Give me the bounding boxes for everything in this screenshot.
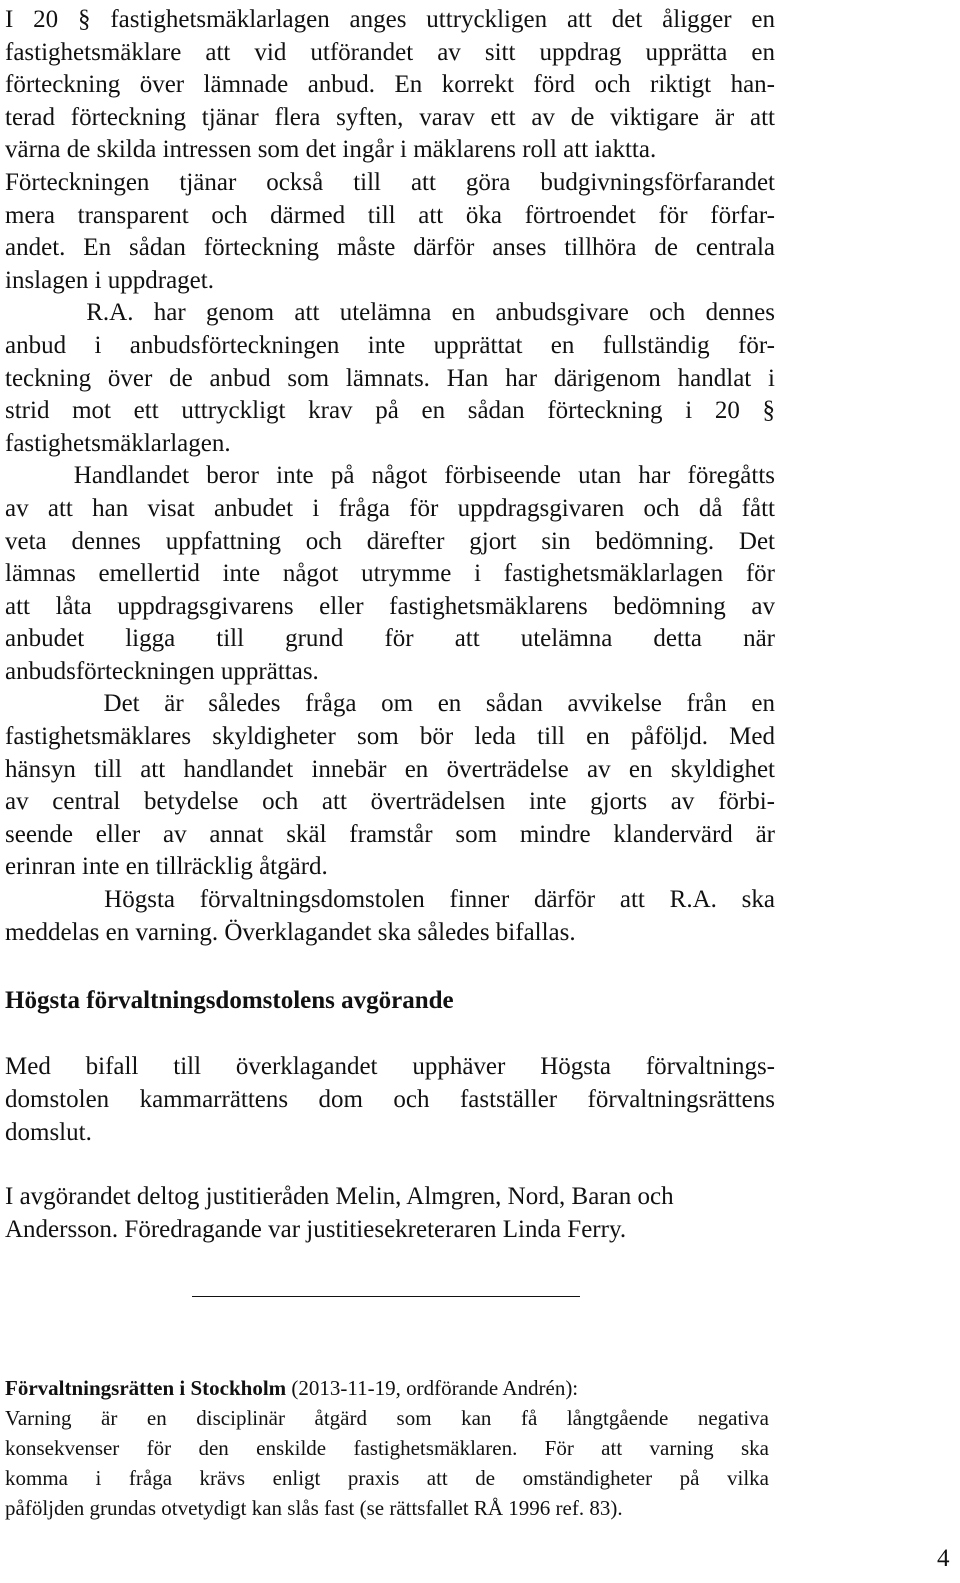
text-line: I 20 § fastighetsmäklarlagen anges uttryckligen att det åligger en [5, 6, 775, 33]
page-number: 4 [937, 1545, 950, 1572]
lower-court-name: Förvaltningsrätten i Stockholm [5, 1376, 287, 1400]
text-line: påföljden grundas otvetydigt kan slås fast (se rättsfallet RÅ 1996 ref. 83). [5, 1496, 623, 1520]
text-line: Varning är en disciplinär åtgärd som kan få långtgående negativa [5, 1406, 769, 1430]
text-line: domslut. [5, 1119, 92, 1146]
text-line: av central betydelse och att överträdelsen inte gjorts av förbi- [5, 788, 775, 816]
text-line: R.A. har genom att utelämna en anbudsgivare och dennes [5, 299, 775, 327]
text-line: Högsta förvaltningsdomstolen finner därför att R.A. ska [5, 886, 775, 914]
text-line: anbud i anbudsförteckningen inte upprättat en fullständig för- [5, 331, 775, 359]
text-line: Med bifall till överklagandet upphäver Högsta förvaltnings- [5, 1053, 775, 1080]
text-line: värna de skilda intressen som det ingår i mäklarens roll att iaktta. [5, 136, 657, 164]
text-line: strid mot ett uttryckligt krav på en sådan förteckning i 20 § [5, 397, 775, 425]
text-line: Förteckningen tjänar också till att göra budgivningsförfarandet [5, 168, 775, 196]
participants-text [5, 1180, 775, 1246]
text-line: veta dennes uppfattning och därefter gjort sin bedömning. Det [5, 527, 775, 555]
text-line: meddelas en varning. Överklagandet ska således bifallas. [5, 918, 576, 946]
lower-court-details: (2013-11-19, ordförande Andrén): [286, 1376, 579, 1400]
text-line: förteckning över lämnade anbud. En korrekt förd och riktigt han- [5, 71, 775, 99]
text-line: domstolen kammarrättens dom och fastställer förvaltningsrättens [5, 1086, 775, 1113]
text-line: anbudet ligga till grund för att utelämna detta när [5, 625, 775, 653]
text-line: fastighetsmäklare att vid utförandet av sitt uppdrag upprätta en [5, 38, 775, 66]
text-line: av att han visat anbudet i fråga för uppdragsgivaren och då fått [5, 494, 775, 522]
text-line: komma i fråga krävs enligt praxis att de omständigheter på vilka [5, 1466, 769, 1490]
text-line: anbudsförteckningen upprättas. [5, 657, 319, 685]
text-line: I avgörandet deltog justitieråden Melin, Almgren, Nord, Baran och [5, 1183, 674, 1210]
section-heading: Högsta förvaltningsdomstolens avgörande [5, 987, 454, 1014]
text-line: andet. En sådan förteckning måste därför anses tillhöra de centrala [5, 234, 775, 262]
lower-court-header [5, 1373, 769, 1403]
text-line: fastighetsmäklarlagen. [5, 429, 231, 457]
text-line: teckning över de anbud som lämnats. Han har därigenom handlat i [5, 364, 775, 392]
text-line: Andersson. Föredragande var justitiesekreteraren Linda Ferry. [5, 1216, 627, 1243]
text-line: fastighetsmäklares skyldigheter som bör leda till en påföljd. Med [5, 723, 775, 751]
text-line: att låta uppdragsgivarens eller fastighetsmäklarens bedömning av [5, 592, 775, 620]
reasoning-text [5, 4, 775, 949]
text-line: konsekvenser för den enskilde fastighetsmäklaren. För att varning ska [5, 1436, 769, 1460]
text-line: terad förteckning tjänar flera syften, varav ett av de viktigare är att [5, 103, 775, 131]
text-line: Handlandet beror inte på något förbiseende utan har föregåtts [5, 462, 775, 490]
text-line: mera transparent och därmed till att öka förtroendet för förfar- [5, 201, 775, 229]
text-line: lämnas emellertid inte något utrymme i fastighetsmäklarlagen för [5, 560, 775, 588]
text-line: inslagen i uppdraget. [5, 266, 214, 294]
text-line: erinran inte en tillräcklig åtgärd. [5, 853, 328, 881]
text-line: Det är således fråga om en sådan avvikelse från en [5, 690, 775, 718]
separator-line [192, 1296, 580, 1297]
lower-court-text [5, 1373, 769, 1523]
ruling-text [5, 1050, 775, 1149]
text-line: seende eller av annat skäl framstår som mindre klandervärd är [5, 820, 775, 848]
text-line: hänsyn till att handlandet innebär en överträdelse av en skyldighet [5, 755, 775, 783]
